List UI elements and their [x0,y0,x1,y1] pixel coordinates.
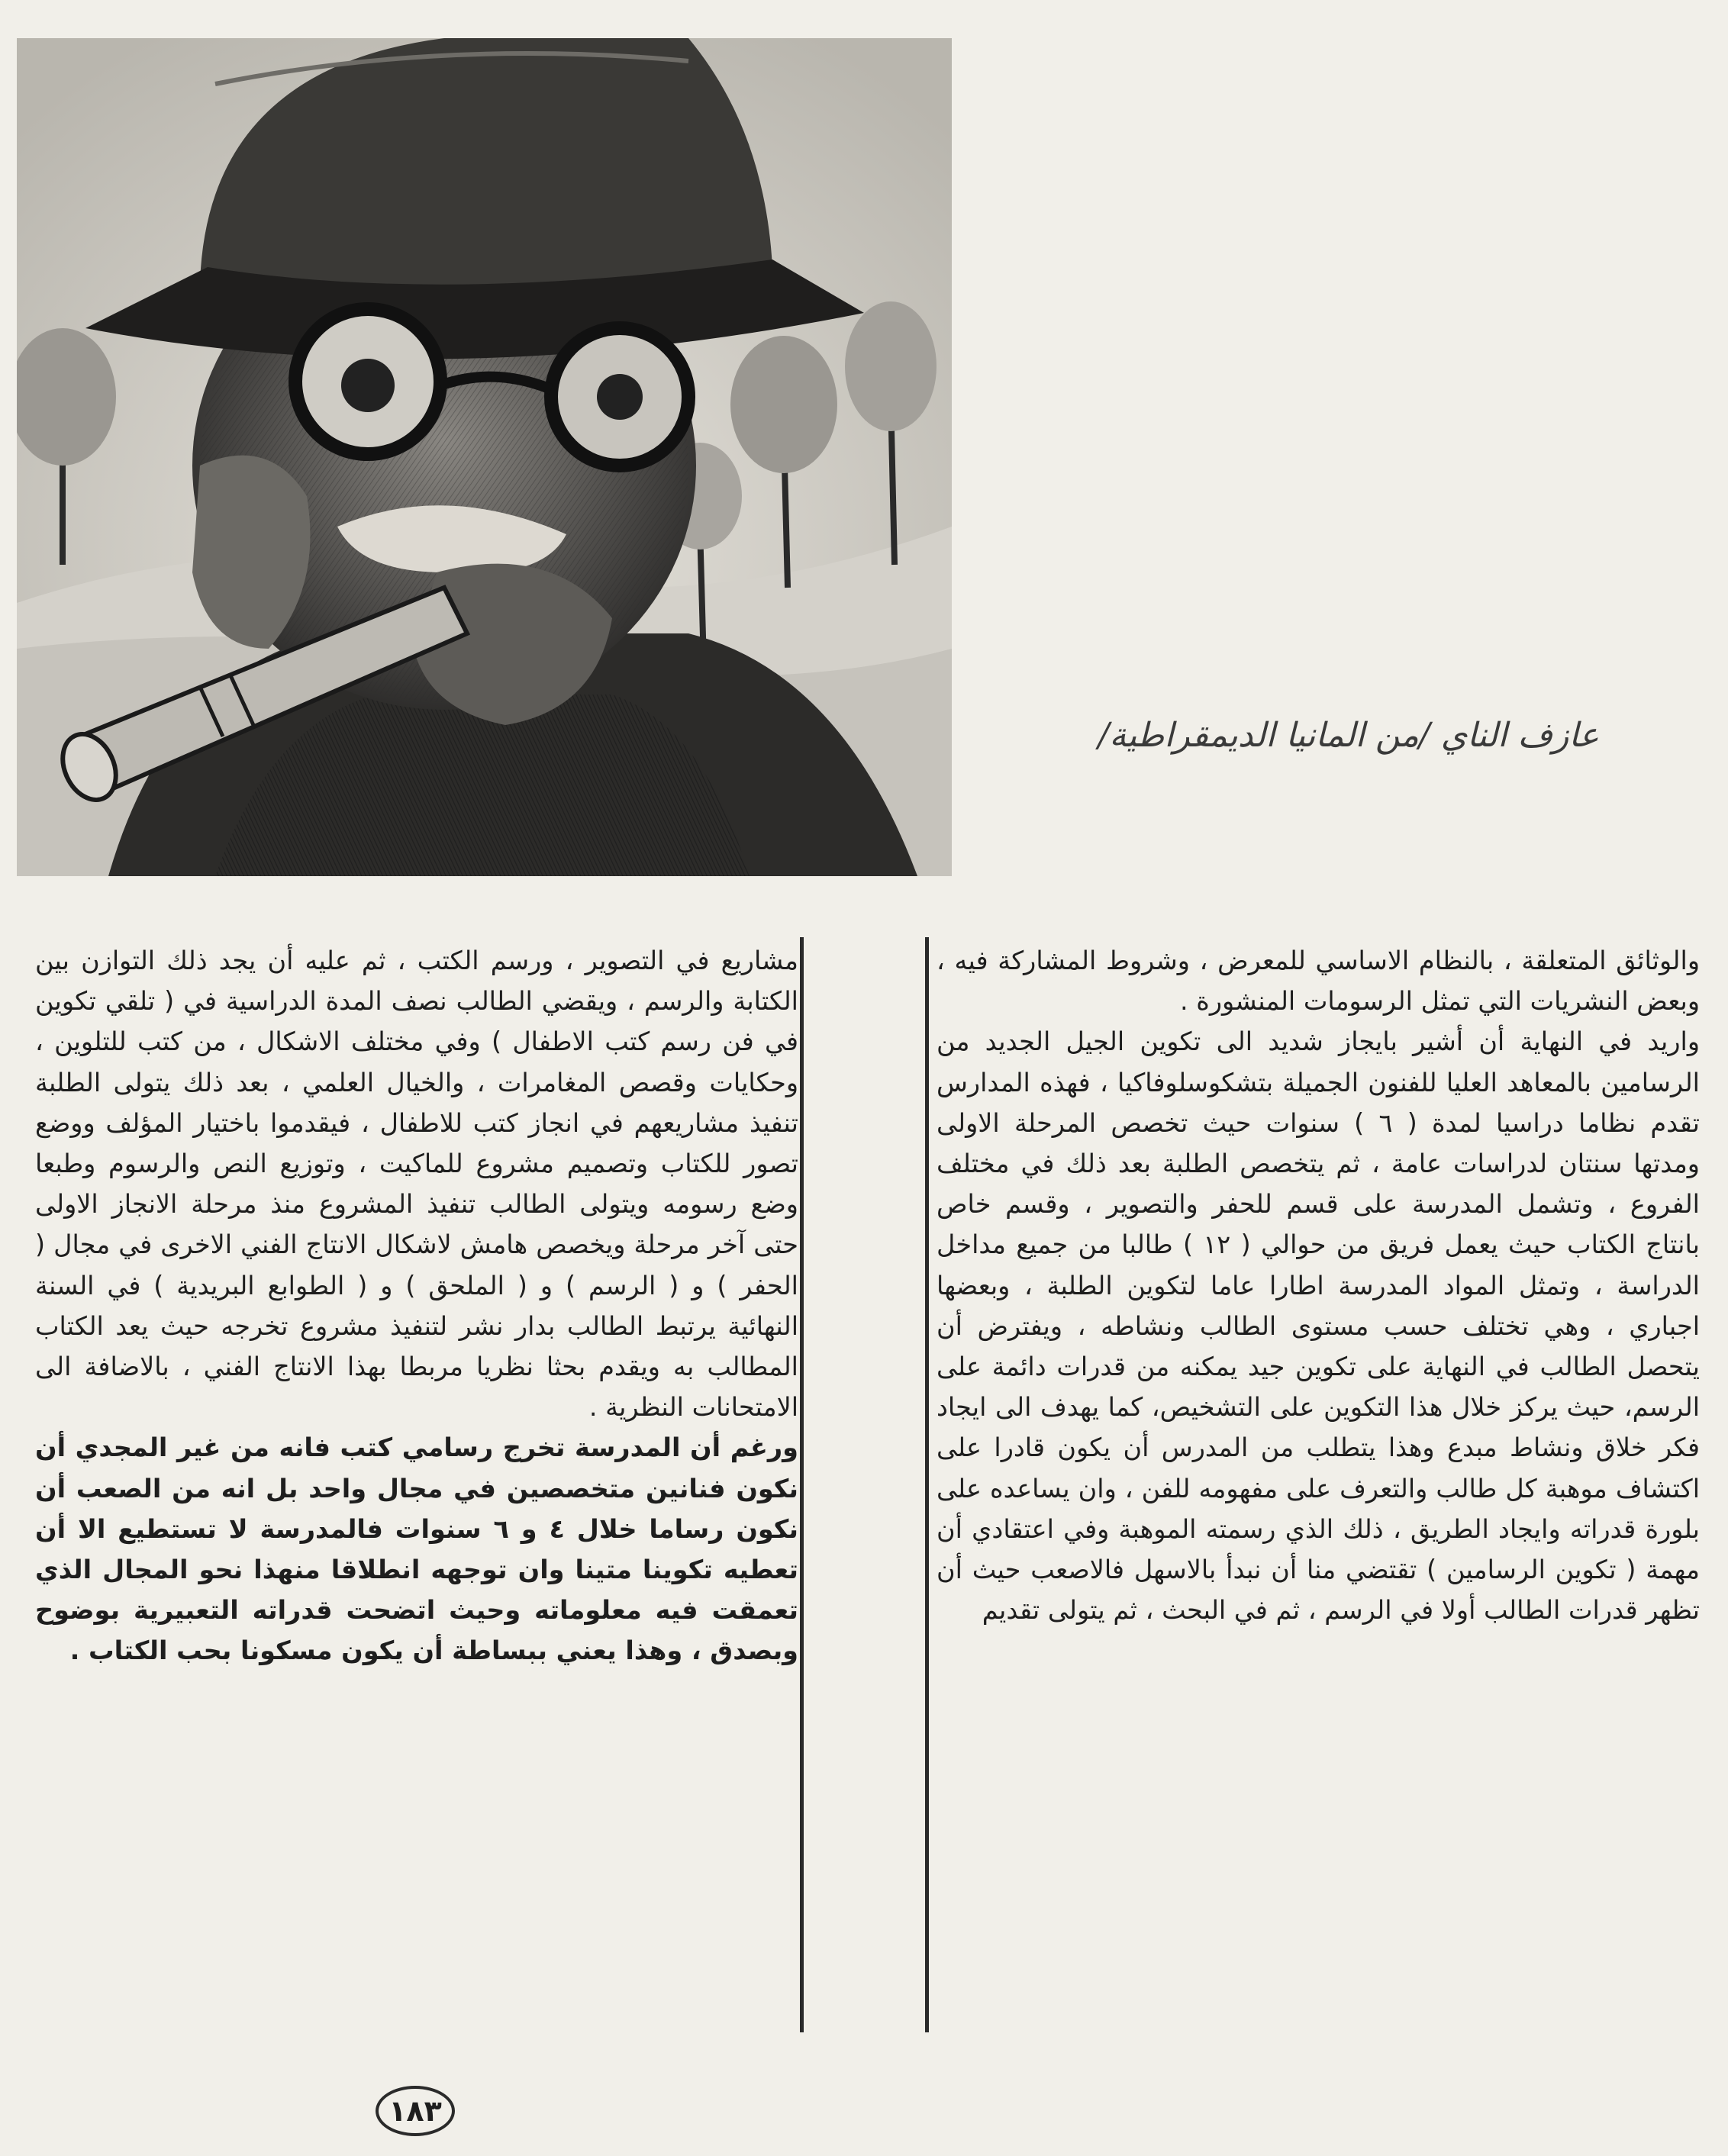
article-column-left [35,940,798,1671]
illustration-flute-player [17,38,952,876]
figure-caption: عازف الناي /من المانيا الديمقراطية/ [1098,716,1599,755]
column-divider-right [925,937,929,2032]
paragraph: مشاريع في التصوير ، ورسم الكتب ، ثم عليه أن يجد ذلك التوازن بين الكتابة والرسم ، ويقضي الطالب نصف المدة الدراسية في ( تلقي تكوين في فن رسم كتب الاطفال ) وفي مختلف الاشكال ، من كتب للتلوين ، وحكايات وقصص المغامرات ، والخيال العلمي ، بعد ذلك يتولى الطلبة تنفيذ مشاريعهم في انجاز كتب للاطفال ، فيقدموا باختيار المؤلف ووضع تصور للكتاب وتصميم مشروع للماكيت ، وتوزيع النص والرسوم وطبعا وضع رسومه ويتولى الطالب تنفيذ المشروع منذ مرحلة الانجاز الاولى حتى آخر مرحلة ويخصص هامش لاشكال الانتاج الفني الاخرى في مجال ( الحفر ) و ( الرسم ) و ( الملحق ) و ( الطوابع البريدية ) في السنة النهائية يرتبط الطالب بدار نشر لتنفيذ مشروع تخرجه حيث يعد الكتاب المطالب به ويقدم بحثا نظريا مربطا بهذا الانتاج الفني ، بالاضافة الى الامتحانات النظرية . [35,946,798,1423]
paragraph-bold: ورغم أن المدرسة تخرج رسامي كتب فانه من غير المجدي أن نكون فنانين متخصصين في مجال واحد بل انه من الصعب أن نكون رساما خلال ٤ و ٦ سنوات فالمدرسة لا تستطيع الا أن تعطيه تكوينا متينا وان توجهه انطلاقا منهذا نحو المجال الذي تعمقت فيه معلوماته وحيث اتضحت قدراته التعبيرية بوضوح وبصدق ، وهذا يعني ببساطة أن يكون مسكونا بحب الكتاب . [35,1432,798,1666]
article-column-right [937,940,1700,1630]
paragraph: والوثائق المتعلقة ، بالنظام الاساسي للمعرض ، وشروط المشاركة فيه ، وبعض النشريات التي تمثل الرسومات المنشورة . [937,946,1700,1017]
paragraph: واريد في النهاية أن أشير بايجاز شديد الى تكوين الجيل الجديد من الرسامين بالمعاهد العليا للفنون الجميلة بتشكوسلوفاكيا ، فهذه المدارس تقدم نظاما دراسيا لمدة ( ٦ ) سنوات حيث تخصص المرحلة الاولى ومدتها سنتان لدراسات عامة ، ثم يتخصص الطلبة بعد ذلك في مختلف الفروع ، وتشمل المدرسة على قسم للحفر والتصوير ، وقسم خاص بانتاج الكتاب حيث يعمل فريق من حوالي ( ١٢ ) طالبا من جميع مداخل الدراسة ، وتمثل المواد المدرسة اطارا عاما لتكوين الطلبة ، وبعضها اجباري ، وهي تختلف حسب مستوى الطالب ونشاطه ، ويفترض أن يتحصل الطالب في النهاية على تكوين جيد يمكنه من قدرات دائمة على الرسم، حيث يركز خلال هذا التكوين على التشخيص، كما يهدف الى ايجاد فكر خلاق ونشاط مبدع وهذا يتطلب من المدرس أن يكون قادرا على اكتشاف موهبة كل طالب والتعرف على مفهومه للفن ، وان يساعده على بلورة قدراته وايجاد الطريق ، ذلك الذي رسمته الموهبة وفي اعتقادي أن مهمة ( تكوين الرسامين ) تقتضي منا أن نبدأ بالاسهل فالاصعب حيث أن تظهر قدرات الطالب أولا في الرسم ، ثم في البحث ، ثم يتولى تقديم [937,1026,1700,1626]
page-number: ١٨٣ [376,2086,455,2136]
column-divider-left [800,937,804,2032]
